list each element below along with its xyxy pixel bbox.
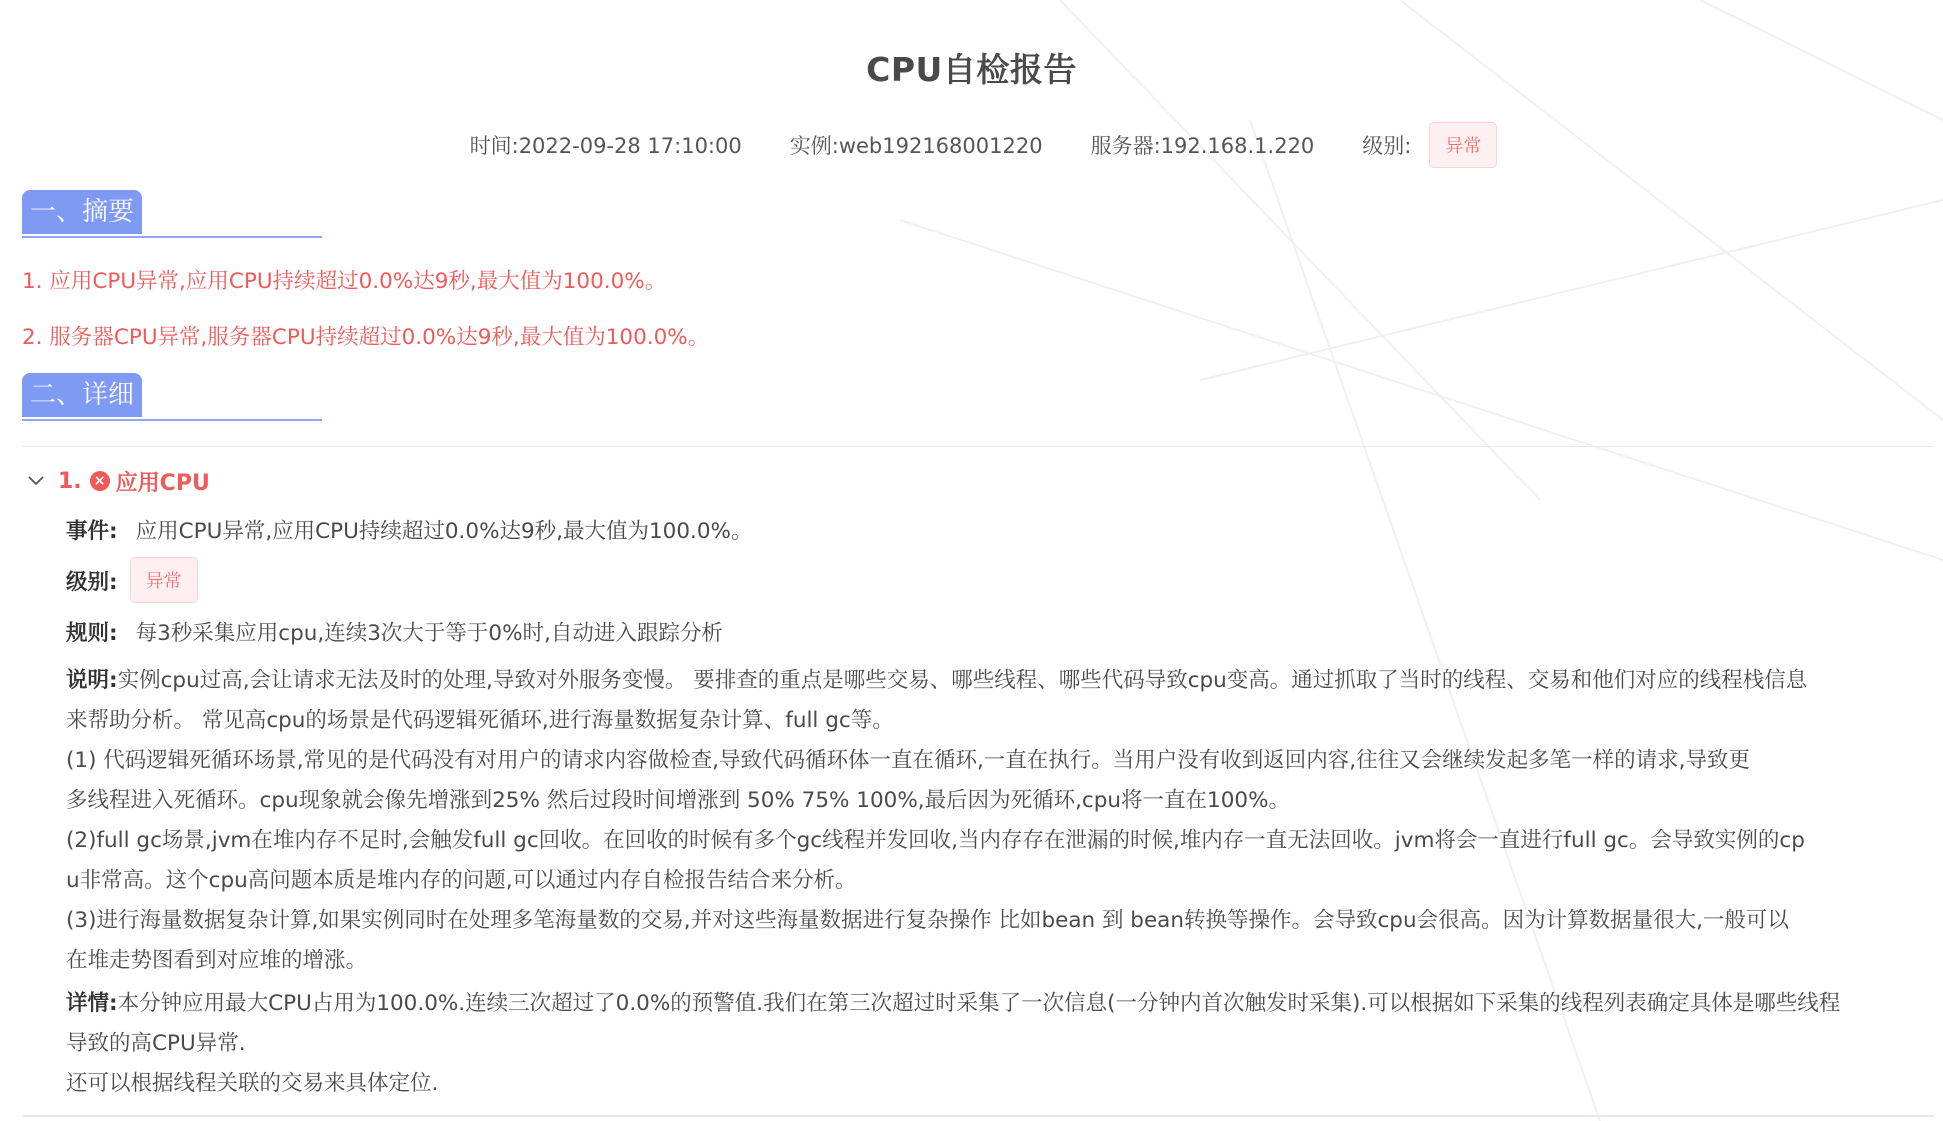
- section-summary-header: [22, 190, 322, 238]
- level-status-badge: 异常: [1429, 122, 1497, 168]
- meta-level-label: 级别:: [1362, 134, 1412, 158]
- field-rule: [66, 616, 723, 647]
- summary-item-2: 2. 服务器CPU异常,服务器CPU持续超过0.0%达9秒,最大值为100.0%。: [22, 325, 710, 350]
- summary-item-1: 1. 应用CPU异常,应用CPU持续超过0.0%达9秒,最大值为100.0%。: [22, 269, 667, 294]
- detail-line: 详情:本分钟应用最大CPU占用为100.0%.连续三次超过了0.0%的预警值.我们在第三次超过时采集了一次信息(一分钟内首次触发时采集).可以根据如下采集的线程列表确定具体是哪些线程: [66, 991, 1841, 1016]
- description-line: 说明:实例cpu过高,会让请求无法及时的处理,导致对外服务变慢。 要排查的重点是哪些交易、哪些线程、哪些代码导致cpu变高。通过抓取了当时的线程、交易和他们对应的线程栈信息: [66, 668, 1808, 693]
- description-line: 在堆走势图看到对应堆的增涨。: [66, 948, 368, 973]
- collapse-item-title: 应用CPU: [115, 470, 210, 496]
- field-event-label: 事件:: [66, 519, 118, 544]
- field-event: [66, 514, 753, 545]
- meta-server-label: 服务器:: [1090, 134, 1161, 158]
- field-rule-value: 每3秒采集应用cpu,连续3次大于等于0%时,自动进入跟踪分析: [135, 621, 723, 646]
- meta-server-value: 192.168.1.220: [1160, 134, 1315, 158]
- description-line: u非常高。这个cpu高问题本质是堆内存的问题,可以通过内存自检报告结合来分析。: [66, 868, 857, 893]
- report-title: CPU自检报告: [866, 50, 1077, 89]
- collapse-item-number: 1.: [58, 468, 82, 494]
- field-detail-label: 详情:: [66, 991, 118, 1016]
- description-line: (3)进行海量数据复杂计算,如果实例同时在处理多笔海量数的交易,并对这些海量数据进行复杂操作 比如bean 到 bean转换等操作。会导致cpu会很高。因为计算数据量很大,一般可以: [66, 908, 1789, 933]
- collapse-header-app-cpu[interactable]: [22, 457, 210, 505]
- field-detail: [66, 984, 1943, 1104]
- section-detail-title: 二、详细: [22, 373, 142, 417]
- report-meta: [0, 122, 1943, 168]
- detail-line: 还可以根据线程关联的交易来具体定位.: [66, 1071, 439, 1096]
- field-description-label: 说明:: [66, 668, 118, 693]
- meta-instance: [790, 130, 1043, 160]
- field-event-value: 应用CPU异常,应用CPU持续超过0.0%达9秒,最大值为100.0%。: [135, 519, 753, 544]
- detail-line: 导致的高CPU异常.: [66, 1031, 246, 1056]
- section-detail-header: [22, 373, 322, 421]
- field-description: [66, 661, 1943, 981]
- meta-level: [1362, 122, 1497, 168]
- field-level: [66, 557, 198, 603]
- detail-collapse-panel: [22, 446, 1934, 1117]
- description-line: (1) 代码逻辑死循环场景,常见的是代码没有对用户的请求内容做检查,导致代码循环体一直在循环,一直在执行。当用户没有收到返回内容,往往又会继续发起多笔一样的请求,导致更: [66, 748, 1750, 773]
- meta-time: [470, 130, 742, 160]
- meta-server: [1091, 130, 1315, 160]
- field-rule-label: 规则:: [66, 621, 118, 646]
- description-line: (2)full gc场景,jvm在堆内存不足时,会触发full gc回收。在回收的时候有多个gc线程并发回收,当内存存在泄漏的时候,堆内存一直无法回收。jvm将会一直进行full gc。会导致实例的cp: [66, 828, 1805, 853]
- meta-instance-label: 实例:: [789, 134, 839, 158]
- error-circle-icon: ×: [90, 471, 110, 491]
- section-summary-title: 一、摘要: [22, 190, 142, 234]
- meta-time-label: 时间:: [469, 134, 519, 158]
- meta-time-value: 2022-09-28 17:10:00: [518, 134, 742, 158]
- level-status-badge: 异常: [130, 557, 198, 603]
- meta-instance-value: web192168001220: [838, 134, 1043, 158]
- description-line: 来帮助分析。 常见高cpu的场景是代码逻辑死循环,进行海量数据复杂计算、full gc等。: [66, 708, 894, 733]
- field-level-label: 级别:: [66, 569, 118, 595]
- chevron-down-icon[interactable]: [26, 470, 48, 492]
- description-line: 多线程进入死循环。cpu现象就会像先增涨到25% 然后过段时间增涨到 50% 75% 100%,最后因为死循环,cpu将一直在100%。: [66, 788, 1290, 813]
